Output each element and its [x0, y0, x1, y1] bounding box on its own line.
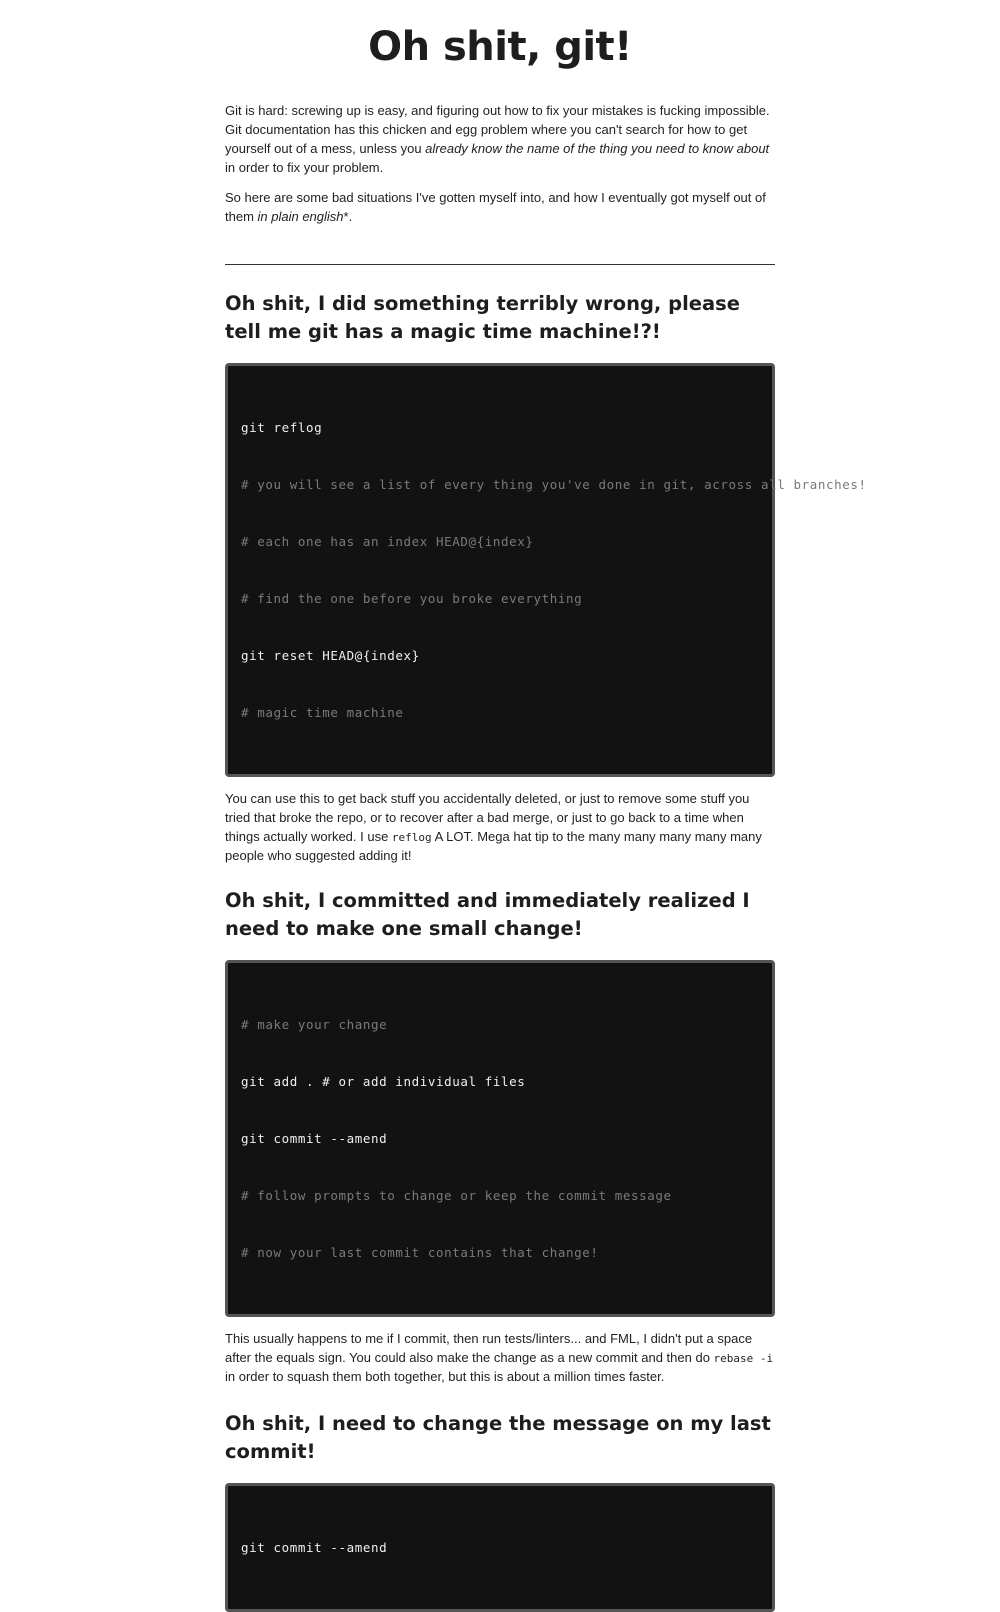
code-line: git reflog — [241, 420, 323, 436]
section-explanation — [225, 790, 775, 865]
inline-code: reflog — [391, 830, 432, 844]
code-comment: # make your change — [241, 1017, 388, 1033]
code-comment: # each one has an index HEAD@{index} — [241, 534, 534, 550]
intro-text: So here are some bad situations I've gotten myself into, and how I eventually got myself out of them — [225, 190, 766, 225]
code-comment: # you will see a list of every thing you've done in git, across all branches! — [241, 477, 867, 493]
code-comment: # magic time machine — [241, 705, 404, 721]
explanation-text: in order to squash them both together, but this is about a million times faster. — [225, 1369, 665, 1385]
explanation-text: You can use this to get back stuff you accidentally deleted, or just to remove some stuff you tried that broke the repo, or to recover after a bad merge, or just to go back to a time when things actually worked. I use — [225, 791, 750, 844]
code-line: git reset HEAD@{index} — [241, 648, 420, 664]
code-comment: # now your last commit contains that change! — [241, 1245, 599, 1261]
code-block-amend-message[interactable] — [225, 1483, 775, 1612]
code-block-reflog[interactable] — [225, 363, 867, 777]
code-line: git commit --amend — [241, 1539, 388, 1555]
explanation-text: This usually happens to me if I commit, then run tests/linters... and FML, I didn't put a space after the equals sign. You could also make the change as a new commit and then do — [225, 1331, 753, 1366]
code-line: git add . # or add individual files — [241, 1074, 526, 1090]
intro-text: Git is hard: screwing up is easy, and figuring out how to fix your mistakes is fucking impossible. Git documentation has this chicken and egg problem where you can't search for how to get yourself out of a mess, unless you — [225, 103, 770, 156]
inline-code: rebase -i — [713, 1352, 774, 1366]
intro-paragraph-2 — [225, 189, 775, 227]
section-heading-time-machine: Oh shit, I did something terribly wrong, please tell me git has a magic time machine!?! — [225, 292, 740, 344]
divider — [225, 264, 775, 265]
intro-text: in order to fix your problem. — [225, 159, 384, 175]
code-block-amend[interactable] — [225, 960, 775, 1317]
section-explanation — [225, 1330, 775, 1387]
intro-paragraph-1 — [225, 102, 775, 177]
page-title: Oh shit, git! — [368, 24, 632, 70]
intro-emphasis: in plain english — [257, 209, 344, 225]
code-comment: # find the one before you broke everything — [241, 591, 583, 607]
section-heading-small-change: Oh shit, I committed and immediately realized I need to make one small change! — [225, 889, 750, 941]
intro-emphasis: already know the name of the thing you need to know about — [425, 140, 770, 156]
code-line: git commit --amend — [241, 1131, 388, 1147]
code-comment: # follow prompts to change or keep the commit message — [241, 1188, 672, 1204]
section-heading-change-message: Oh shit, I need to change the message on my last commit! — [225, 1411, 771, 1463]
explanation-text: A LOT. Mega hat tip to the many many many many many people who suggested adding it! — [225, 828, 762, 863]
intro-text: *. — [343, 209, 353, 225]
article — [225, 0, 867, 1612]
